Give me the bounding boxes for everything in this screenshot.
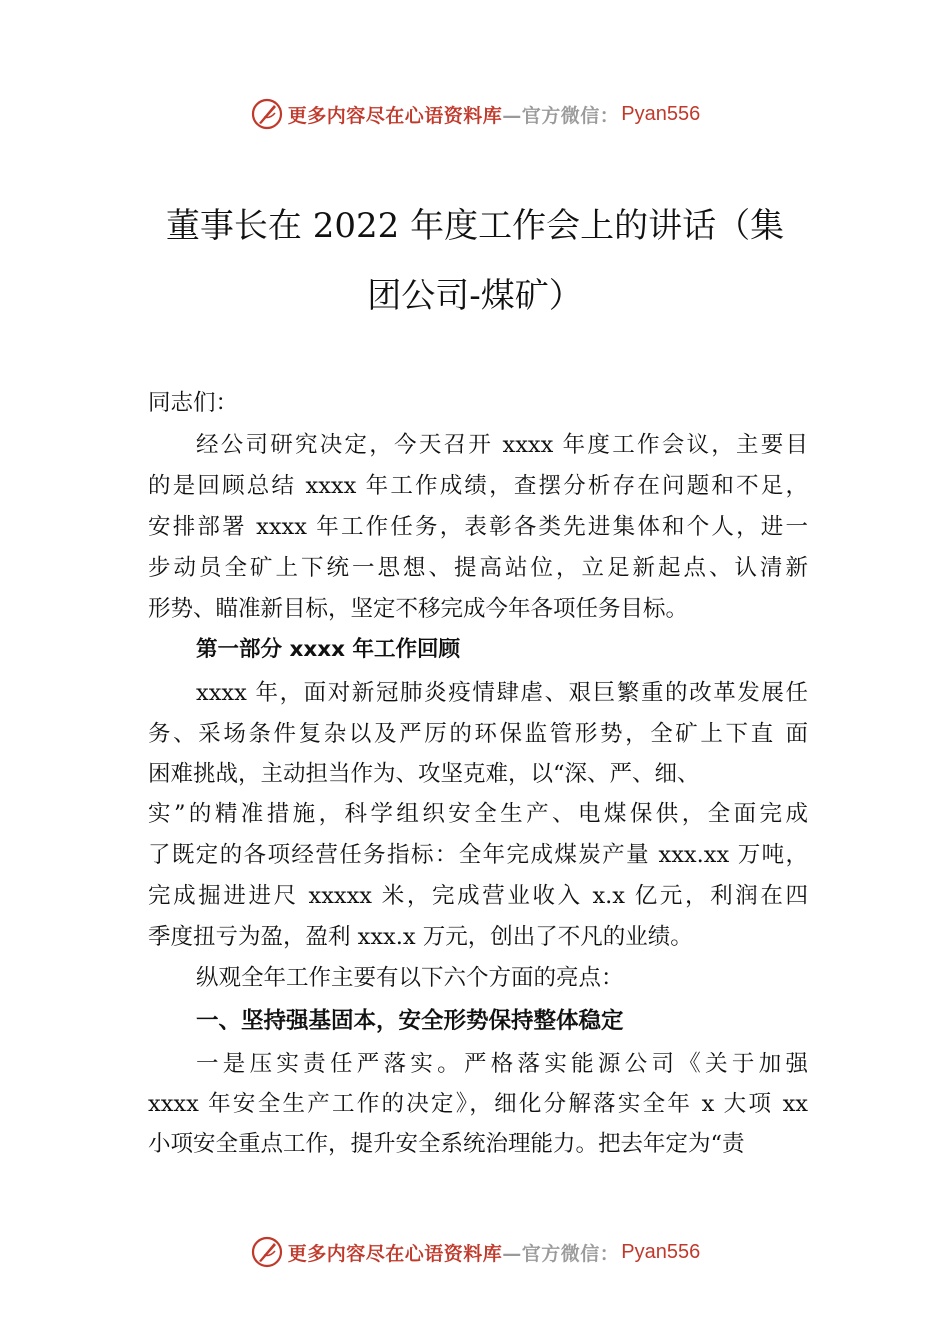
watermark-banner-bottom	[0, 1232, 950, 1272]
body-line: 的是回顾总结 xxxx 年工作成绩，查摆分析存在问题和不足，	[148, 473, 808, 499]
body-line: 完成掘进进尺 xxxxx 米，完成营业收入 x.x 亿元，利润在四	[148, 883, 808, 909]
body-line: 了既定的各项经营任务指标：全年完成煤炭产量 xxx.xx 万吨，	[148, 842, 808, 868]
body-line: 纵观全年工作主要有以下六个方面的亮点：	[196, 965, 624, 991]
body-line: 形势、瞄准新目标，坚定不移完成今年各项任务目标。	[148, 596, 689, 622]
banner-dash-text: —官方微信：	[502, 1242, 620, 1265]
body-line: 小项安全重点工作，提升安全系统治理能力。把去年定为“责	[148, 1131, 745, 1157]
banner-main-text: 更多内容尽在心语资料库	[287, 104, 503, 127]
watermark-banner-top	[0, 94, 950, 134]
quill-logo-icon	[250, 1235, 284, 1269]
section-heading-part-one: 第一部分 xxxx 年工作回顾	[196, 637, 460, 662]
body-line: 经公司研究决定，今天召开 xxxx 年度工作会议，主要目	[196, 432, 808, 458]
body-line: 一是压实责任严落实。严格落实能源公司《关于加强	[196, 1051, 808, 1077]
body-line: 季度扭亏为盈，盈利 xxx.x 万元，创出了不凡的业绩。	[148, 924, 693, 950]
body-salutation: 同志们：	[148, 390, 239, 416]
body-line: 困难挑战，主动担当作为、攻坚克难，以“深、严、细、	[148, 761, 700, 787]
banner-main-text: 更多内容尽在心语资料库	[287, 1242, 503, 1265]
document-title-line-2: 团公司-煤矿）	[367, 276, 583, 316]
body-line: 安排部署 xxxx 年工作任务，表彰各类先进集体和个人，进一	[148, 514, 808, 540]
document-title-line-1: 董事长在 2022 年度工作会上的讲话（集	[165, 206, 785, 246]
body-line: 实”的精准措施，科学组织安全生产、电煤保供，全面完成	[148, 801, 808, 827]
body-line: 务、采场条件复杂以及严厉的环保监管形势，全矿上下直 面	[148, 721, 808, 747]
body-line: xxxx 年，面对新冠肺炎疫情肆虐、艰巨繁重的改革发展任	[196, 680, 808, 706]
quill-logo-icon	[250, 97, 284, 131]
banner-wechat-id: Pyan556	[621, 1240, 701, 1263]
body-line: xxxx 年安全生产工作的决定》，细化分解落实全年 x 大项 xx	[148, 1091, 808, 1117]
subsection-heading-one: 一、坚持强基固本，安全形势保持整体稳定	[196, 1008, 624, 1034]
banner-dash-text: —官方微信：	[502, 104, 620, 127]
banner-wechat-id: Pyan556	[621, 102, 701, 125]
body-line: 步动员全矿上下统一思想、提高站位，立足新起点、认清新	[148, 555, 808, 581]
